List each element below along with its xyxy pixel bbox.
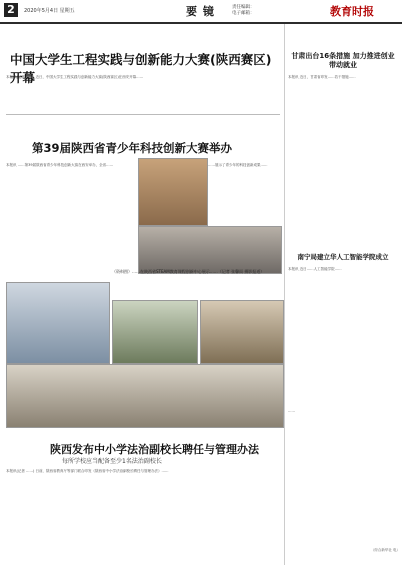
section-title: 要 镜 bbox=[186, 5, 215, 18]
editor-line-2: 电子邮箱： bbox=[232, 11, 255, 16]
photo-classroom bbox=[112, 300, 198, 364]
right-footer: （综合新华社 电） bbox=[370, 548, 400, 552]
right-headline-1: 甘肃出台16条措施 加力推进创业带动就业 bbox=[291, 52, 395, 69]
article3-subheadline: 每所学校应当配备至少1名法治副校长 bbox=[62, 458, 162, 465]
divider bbox=[6, 114, 280, 115]
article2-headline: 第39届陕西省青少年科技创新大赛举办 bbox=[32, 141, 233, 155]
photo-workshop bbox=[6, 364, 284, 428]
article2-photo-2 bbox=[138, 226, 282, 274]
masthead: 教育时报 bbox=[330, 5, 374, 18]
right-body-3: …… bbox=[288, 409, 295, 413]
article1-headline: 中国大学生工程实践与创新能力大赛(陕西赛区)开幕 bbox=[10, 52, 272, 85]
article3-body: 本报讯(记者 ……) 日前，陕西省教育厅等部门联合印发《陕西省中小学法治副校长聘任与管理办法》…… bbox=[6, 469, 169, 473]
editor-info bbox=[232, 5, 255, 17]
right-body-1: 本报讯 近日，甘肃省印发……若干措施…… bbox=[288, 75, 356, 79]
article2-photo-1 bbox=[138, 158, 208, 226]
editor-line-1: 责任编辑： bbox=[232, 5, 255, 10]
page-header bbox=[0, 0, 402, 24]
right-headline-2: 南宁局建立华人工智能学院成立 bbox=[297, 253, 389, 261]
page-number: 2 bbox=[4, 3, 18, 17]
photo-robot-students bbox=[6, 282, 110, 364]
issue-date: 2020年5月4日 星期五 bbox=[24, 8, 75, 14]
article1-body: 本报讯(记者 ……) 近日，中国大学生工程实践与创新能力大赛(陕西赛区)在西安开幕…… bbox=[6, 75, 144, 79]
right-body-2: 本报讯 近日……人工智能学院…… bbox=[288, 267, 342, 271]
article3-headline: 陕西发布中小学法治副校长聘任与管理办法 bbox=[50, 443, 259, 456]
article2-body: 本报讯 ……第39届陕西省青少年科技创新大赛在西安举办，全省…… bbox=[6, 163, 114, 167]
photo-student-lab bbox=[200, 300, 284, 364]
article2-body-b: ……展示了青少年的科技创新成果…… bbox=[208, 163, 268, 167]
photo-caption: （资料图）……在陕西省STEAM教育课程创新中心展示……（记者 张馨雨 摄影报道） bbox=[112, 269, 265, 274]
